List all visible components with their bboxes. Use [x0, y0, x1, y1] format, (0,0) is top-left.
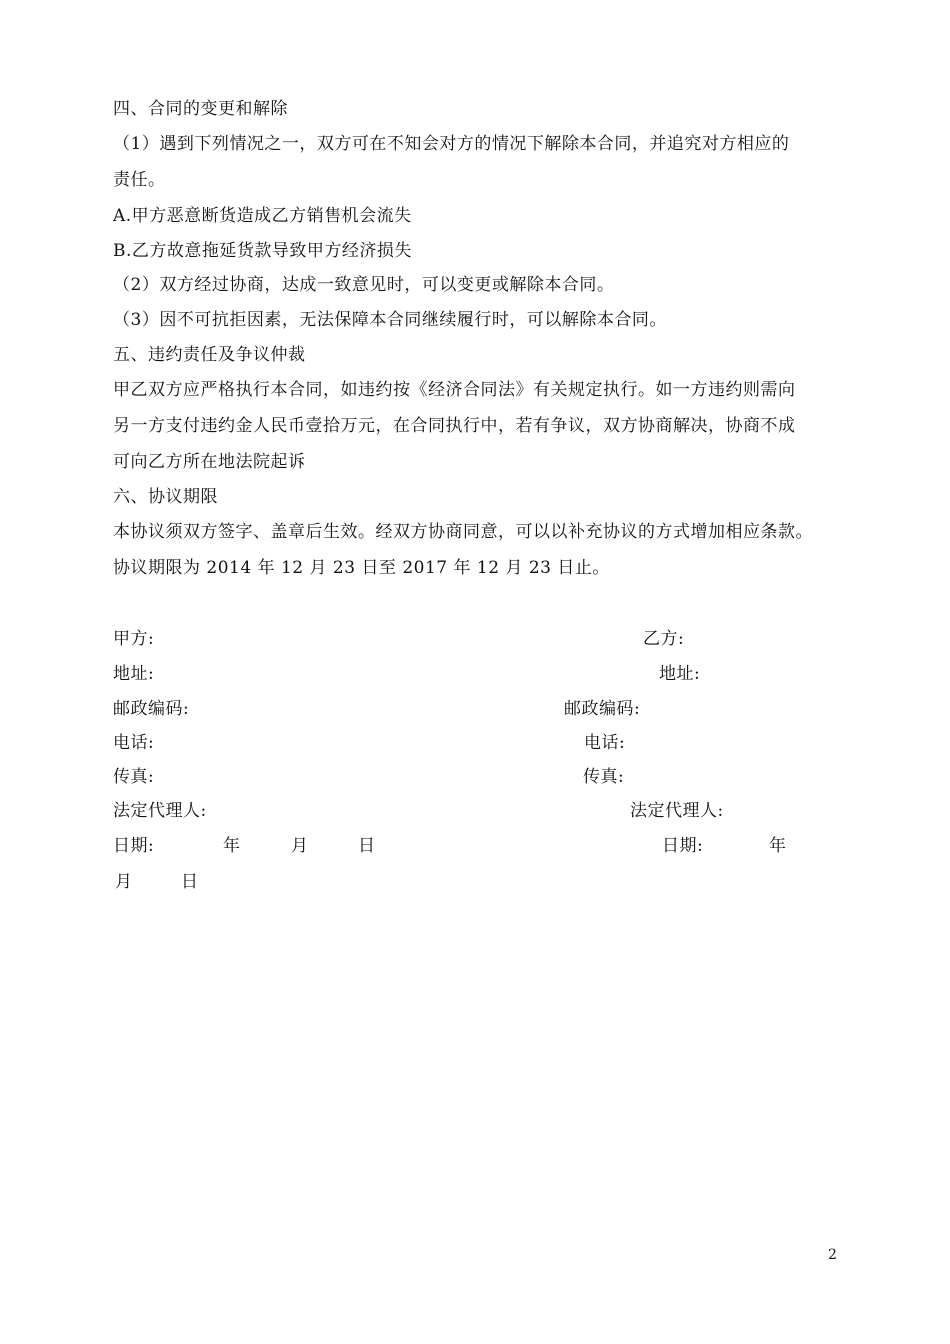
- party-b-fax-label: 传真:: [583, 767, 625, 787]
- clause-3: （3）因不可抗拒因素，无法保障本合同继续履行时，可以解除本合同。: [113, 310, 667, 330]
- clause-item-a: A.甲方恶意断货造成乙方销售机会流失: [113, 206, 412, 226]
- party-a-phone-label: 电话:: [113, 733, 155, 753]
- party-b-address-label: 地址:: [659, 664, 701, 684]
- section-heading-liability: 五、违约责任及争议仲裁: [113, 345, 306, 365]
- party-a-legal-rep-label: 法定代理人:: [113, 801, 207, 821]
- party-a-label: 甲方:: [113, 629, 155, 649]
- liability-line-1: 甲乙双方应严格执行本合同，如违约按《经济合同法》有关规定执行。如一方违约则需向: [113, 380, 796, 400]
- clause-2: （2）双方经过协商，达成一致意见时，可以变更或解除本合同。: [113, 275, 615, 295]
- party-a-day-label: 日: [358, 836, 376, 856]
- party-a-address-label: 地址:: [113, 664, 155, 684]
- party-b-phone-label: 电话:: [584, 733, 626, 753]
- party-b-postcode-label: 邮政编码:: [564, 699, 641, 719]
- page-number: 2: [828, 1247, 837, 1263]
- section-heading-term: 六、协议期限: [113, 487, 218, 507]
- party-b-day-label: 日: [181, 872, 199, 892]
- section-heading-change-termination: 四、合同的变更和解除: [113, 99, 288, 119]
- clause-1-line-2: 责任。: [113, 170, 166, 190]
- term-line-1: 本协议须双方签字、盖章后生效。经双方协商同意，可以以补充协议的方式增加相应条款。: [113, 522, 813, 542]
- party-b-month-label: 月: [115, 872, 133, 892]
- party-b-date-label: 日期:: [662, 836, 704, 856]
- party-b-label: 乙方:: [643, 629, 685, 649]
- party-a-date-label: 日期:: [113, 836, 155, 856]
- liability-line-2: 另一方支付违约金人民币壹拾万元，在合同执行中，若有争议，双方协商解决，协商不成: [113, 416, 796, 436]
- term-line-2: 协议期限为 2014 年 12 月 23 日至 2017 年 12 月 23 日止。: [113, 558, 610, 578]
- party-a-year-label: 年: [223, 836, 241, 856]
- party-a-fax-label: 传真:: [113, 767, 155, 787]
- party-a-postcode-label: 邮政编码:: [113, 699, 190, 719]
- liability-line-3: 可向乙方所在地法院起诉: [113, 452, 306, 472]
- clause-1-line-1: （1）遇到下列情况之一，双方可在不知会对方的情况下解除本合同，并追究对方相应的: [113, 134, 790, 154]
- clause-item-b: B.乙方故意拖延货款导致甲方经济损失: [113, 241, 412, 261]
- party-a-month-label: 月: [291, 836, 309, 856]
- party-b-legal-rep-label: 法定代理人:: [630, 801, 724, 821]
- party-b-year-label: 年: [769, 836, 787, 856]
